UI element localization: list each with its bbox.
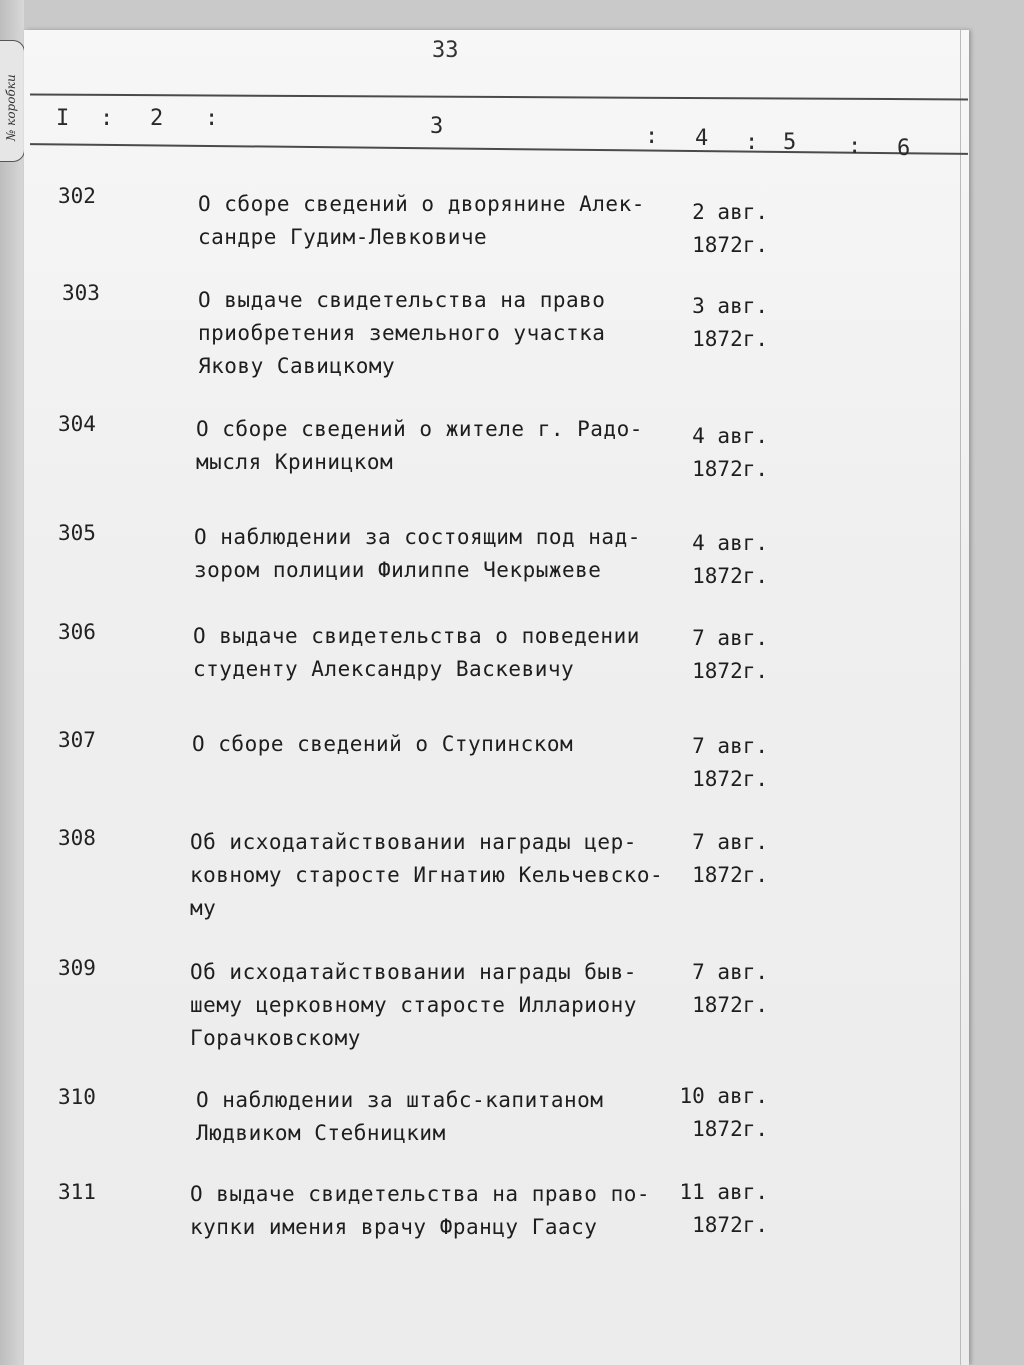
entry-title: О наблюдении за состоящим под над- зором полиции Филиппе Чекрыжеве [194,525,641,582]
entry-date: 4 авг. 1872г. [692,424,768,481]
entry-number: 307 [58,728,96,752]
entry-title: О сборе сведений о дворянине Алек- сандре Гудим-Левковиче [198,192,645,249]
column-separator: : [848,134,862,159]
entry-number: 311 [58,1180,96,1204]
entry-title: О выдаче свидетельства на право по- купки имения врачу Францу Гаасу [190,1182,651,1239]
column-separator: : [100,106,114,131]
page-binding-edge [0,0,24,1365]
entry-date: 4 авг. 1872г. [692,531,768,588]
entry-title: О наблюдении за штабс-капитаном Людвиком Стебницким [196,1088,604,1145]
column-separator: : [645,124,659,149]
entry-title: О выдаче свидетельства на право приобретения земельного участка Якову Савицкому [198,288,606,378]
column-header-6: 6 [897,136,911,161]
box-number-label: № коробки [4,74,18,141]
entry-date: 11 авг. 1872г. [679,1180,768,1237]
entry-number: 302 [58,184,96,208]
entry-number: 310 [58,1085,96,1109]
entry-number: 304 [58,412,96,436]
entry-title: Об исходатайствовании награды цер- ковному старосте Игнатию Кельчевско- му [190,830,664,920]
entry-date: 7 авг. 1872г. [692,626,768,683]
entry-date: 10 авг. 1872г. [679,1084,768,1141]
entry-number: 308 [58,826,96,850]
entry-number: 303 [62,281,100,305]
entry-number: 306 [58,620,96,644]
column-separator: : [205,106,219,131]
column-header-3: 3 [430,114,444,139]
column-header-4: 4 [695,126,709,151]
entry-date: 7 авг. 1872г. [692,960,768,1017]
entry-number: 305 [58,521,96,545]
entry-title: Об исходатайствовании награды быв- шему церковному старосте Иллариону Горачковскому [190,960,637,1050]
entry-date: 7 авг. 1872г. [692,734,768,791]
entry-title: О выдаче свидетельства о поведении студенту Александру Васкевичу [193,624,640,681]
box-number-tab [0,40,25,162]
entry-title: О сборе сведений о жителе г. Радо- мысля Криницком [196,417,643,474]
column-header-5: 5 [783,130,797,155]
column-separator: : [745,130,759,155]
page-edge-line [960,30,961,1365]
entry-date: 7 авг. 1872г. [692,830,768,887]
entry-date: 3 авг. 1872г. [692,294,768,351]
entry-date: 2 авг. 1872г. [692,200,768,257]
entry-number: 309 [58,956,96,980]
column-header-1: I [56,106,70,131]
column-header-2: 2 [150,106,164,131]
entry-title: О сборе сведений о Ступинском [192,732,574,756]
page-number: 33 [432,38,459,63]
